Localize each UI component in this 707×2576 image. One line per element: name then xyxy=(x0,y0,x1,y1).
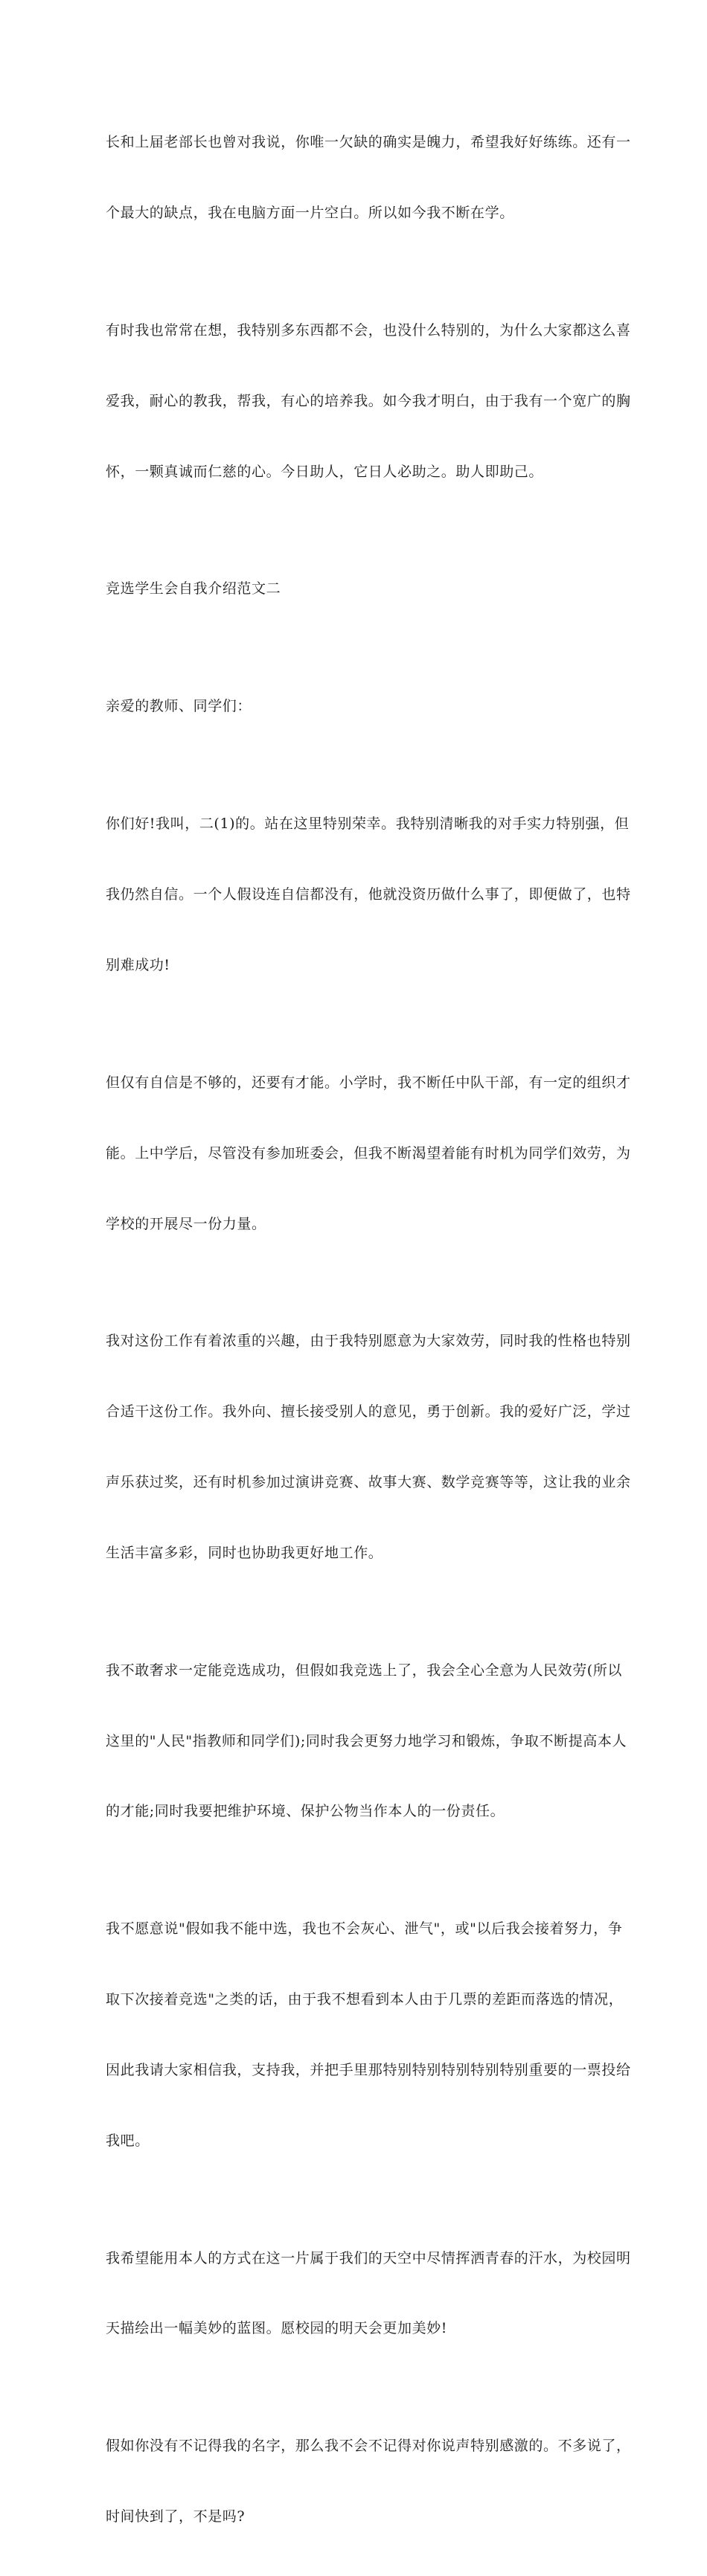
paragraph-ability xyxy=(106,1025,631,1284)
text-line: 声乐获过奖，还有时机参加过演讲竞赛、故事大赛、数学竞赛等等，这让我的业余 xyxy=(106,1474,631,1491)
text-line: 天描绘出一幅美妙的蓝图。愿校园的明天会更加美妙! xyxy=(106,2320,448,2337)
text-line: 有时我也常常在想，我特别多东西都不会，也没什么特别的，为什么大家都这么喜 xyxy=(106,321,631,339)
paragraph-greeting xyxy=(106,766,631,1025)
text-line: 学校的开展尽一份力量。 xyxy=(106,1215,266,1232)
document-page xyxy=(106,84,631,2576)
text-line: 合适干这份工作。我外向、擅长接受别人的意见，勇于创新。我的爱好广泛，学过 xyxy=(106,1403,631,1420)
text-line: 假如你没有不记得我的名字，那么我不会不记得对你说声特别感激的。不多说了， xyxy=(106,2438,631,2455)
text-line: 我仍然自信。一个人假设连自信都没有，他就没资历做什么事了，即便做了，也特 xyxy=(106,886,631,903)
text-line: 因此我请大家相信我，支持我，并把手里那特别特别特别特别特别重要的一票投给 xyxy=(106,2061,631,2078)
text-line: 个最大的缺点，我在电脑方面一片空白。所以如今我不断在学。 xyxy=(106,204,514,221)
text-line: 我吧。 xyxy=(106,2132,150,2149)
text-line: 这里的"人民"指教师和同学们);同时我会更努力地学习和锻炼，争取不断提高本人 xyxy=(106,1732,627,1749)
paragraph-interest xyxy=(106,1283,631,1612)
text-line: 你们好!我叫，二(1)的。站在这里特别荣幸。我特别清晰我的对手实力特别强，但 xyxy=(106,816,630,833)
paragraph-reflection xyxy=(106,272,631,531)
text-line: 但仅有自信是不够的，还要有才能。小学时，我不断任中队干部，有一定的组织才 xyxy=(106,1074,631,1091)
text-line: 我对这份工作有着浓重的兴趣，由于我特别愿意为大家效劳，同时我的性格也特别 xyxy=(106,1333,631,1350)
text-line: 长和上届老部长也曾对我说，你唯一欠缺的确实是魄力，希望我好好练练。还有一 xyxy=(106,134,631,151)
text-line: 能。上中学后，尽管没有参加班委会，但我不断渴望着能有时机为同学们效劳，为 xyxy=(106,1144,631,1162)
text-line: 我不敢奢求一定能竞选成功，但假如我竞选上了，我会全心全意为人民效劳(所以 xyxy=(106,1662,623,1679)
text-line: 时间快到了，不是吗? xyxy=(106,2508,246,2525)
text-line: 取下次接着竞选"之类的话，由于我不想看到本人由于几票的差距而落选的情况， xyxy=(106,1991,624,2008)
text-line: 爱我，耐心的教我，帮我，有心的培养我。如今我才明白，由于我有一个宽广的胸 xyxy=(106,392,631,409)
salutation-text: 亲爱的教师、同学们： xyxy=(106,698,252,715)
text-line: 我希望能用本人的方式在这一片属于我们的天空中尽情挥洒青春的汗水，为校园明 xyxy=(106,2249,631,2266)
paragraph-closing xyxy=(106,2388,631,2576)
paragraph-hope xyxy=(106,2199,631,2388)
text-line: 别难成功! xyxy=(106,956,170,973)
heading-text: 竞选学生会自我介绍范文二 xyxy=(106,580,281,597)
paragraph-intro-continued xyxy=(106,84,631,272)
text-line: 的才能;同时我要把维护环境、保护公物当作本人的一份责任。 xyxy=(106,1803,505,1820)
paragraph-appeal xyxy=(106,1871,631,2199)
text-line: 怀，一颗真诚而仁慈的心。今日助人，它日人必助之。助人即助己。 xyxy=(106,463,544,480)
text-line: 我不愿意说"假如我不能中选，我也不会灰心、泄气"，或"以后我会接着努力，争 xyxy=(106,1920,623,1938)
section-heading xyxy=(106,531,604,648)
text-line: 生活丰富多彩，同时也协助我更好地工作。 xyxy=(106,1544,383,1561)
paragraph-commitment xyxy=(106,1612,627,1871)
salutation xyxy=(106,648,604,766)
